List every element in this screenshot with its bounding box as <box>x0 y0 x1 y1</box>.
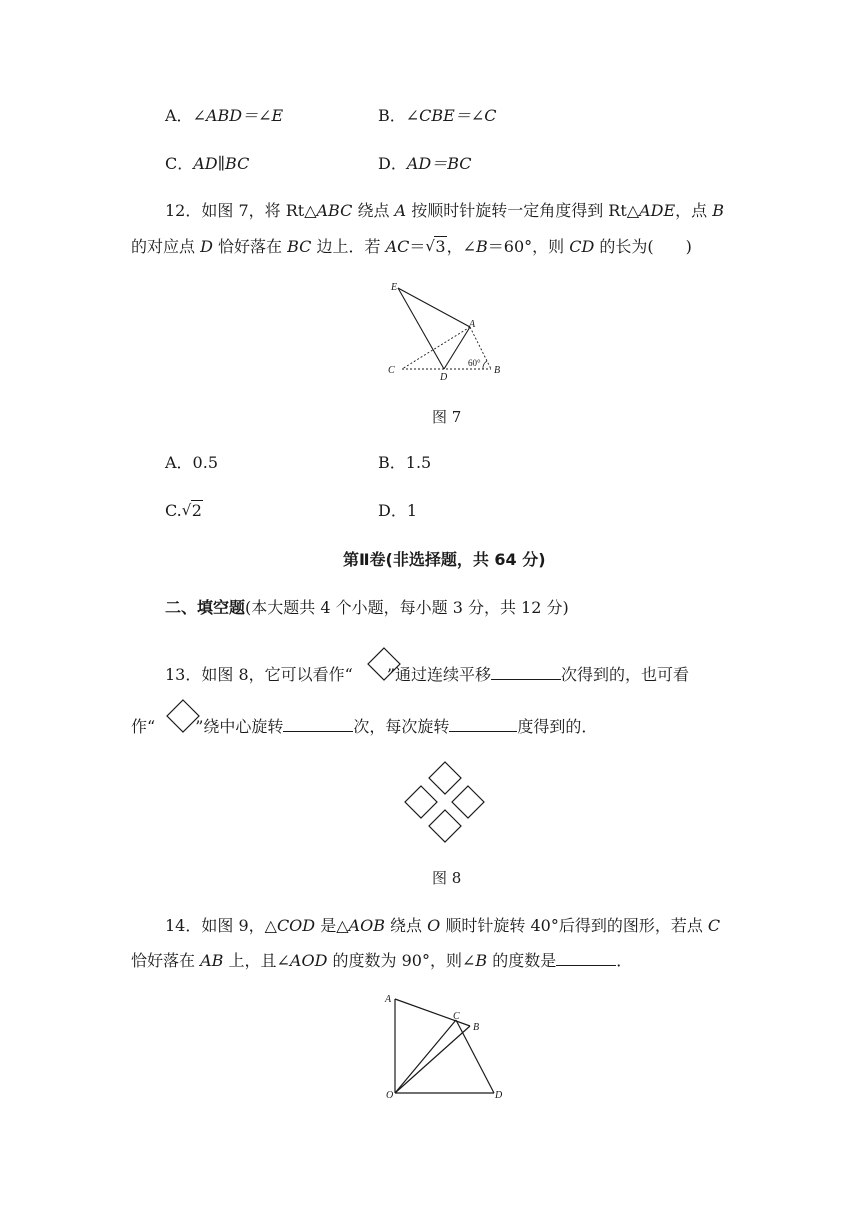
fig7-label-c: C <box>388 365 395 376</box>
fig7-label-e: E <box>391 282 398 293</box>
q12-option-c[interactable]: C.√ 2 <box>165 499 203 523</box>
section2-heading: 二、填空题(本大题共 4 个小题，每小题 3 分，共 12 分) <box>165 598 569 617</box>
fig9-label-d: D <box>495 1090 503 1101</box>
q12-option-d[interactable]: D．1 <box>378 501 418 520</box>
q12-stem-line2: 的对应点 D 恰好落在 BC 边上．若 AC＝√ 3，∠B＝60°，则 CD 的长为( ) <box>131 235 692 259</box>
q11-option-a[interactable]: A．∠ABD＝∠E <box>165 106 284 125</box>
fig9-label-a: A <box>385 994 392 1005</box>
q11-option-b[interactable]: B．∠CBE＝∠C <box>378 106 497 125</box>
q12-option-a[interactable]: A．0.5 <box>165 453 219 472</box>
fig9-label-c: C <box>453 1011 460 1022</box>
q12-option-b[interactable]: B．1.5 <box>378 453 432 472</box>
q11-option-d[interactable]: D．AD＝BC <box>378 154 472 173</box>
fig7-label-d: D <box>440 372 448 383</box>
fig9-label-o: O <box>386 1090 394 1101</box>
q13-stem-line1: 13．如图 8，它可以看作“ ”通过连续平移 次得到的，也可看 <box>165 662 689 687</box>
sqrt-symbol: √ 3 <box>425 235 446 259</box>
q11-option-c[interactable]: C．AD∥BC <box>165 154 250 173</box>
q14-stem-line1: 14．如图 9，△COD 是△AOB 绕点 O 顺时针旋转 40°后得到的图形，若点 C <box>165 916 721 935</box>
fig7-angle-label: 60° <box>468 358 481 368</box>
q13-stem-line2: 作“ ”绕中心旋转 次，每次旋转 度得到的． <box>131 714 597 739</box>
q12-stem-line1: 12．如图 7，将 Rt△ABC 绕点 A 按顺时针旋转一定角度得到 Rt△ADE，点 B <box>165 201 724 220</box>
figure-8-caption: 图 8 <box>432 869 462 887</box>
q14-stem-line2: 恰好落在 AB 上，且∠AOD 的度数为 90°，则∠B 的度数是 ． <box>131 948 632 973</box>
sqrt-symbol: √ 2 <box>182 499 203 523</box>
fig9-label-b: B <box>473 1022 480 1033</box>
fig7-label-b: B <box>494 365 501 376</box>
part2-title: 第Ⅱ卷(非选择题，共 64 分) <box>343 550 546 569</box>
figure-7-caption: 图 7 <box>432 408 462 426</box>
fig7-label-a: A <box>469 319 476 330</box>
